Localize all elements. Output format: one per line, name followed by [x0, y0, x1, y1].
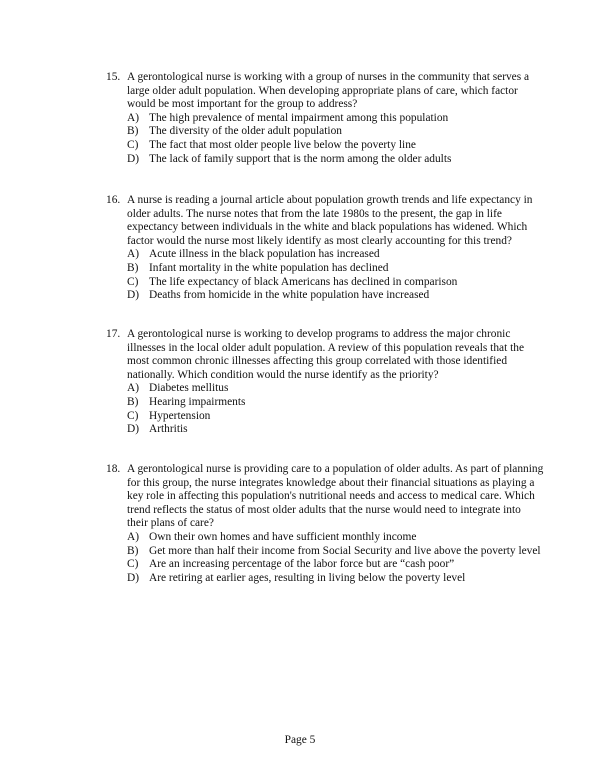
answer-option: [0, 248, 600, 262]
answer-option: [0, 545, 600, 559]
question-stem: [0, 463, 600, 531]
option-text: Own their own homes and have sufficient monthly income: [149, 530, 417, 543]
option-label: D): [127, 289, 140, 302]
page-number: Page 5: [284, 734, 316, 746]
option-label: B): [127, 544, 139, 557]
option-label: B): [127, 125, 139, 138]
answer-option: [0, 139, 600, 153]
option-label: A): [127, 382, 140, 395]
question-number: 15.: [106, 71, 121, 83]
answer-option: [0, 289, 600, 303]
option-text: Diabetes mellitus: [149, 382, 229, 395]
option-label: C): [127, 558, 139, 571]
option-text: The fact that most older people live below the poverty line: [149, 138, 416, 151]
option-label: D): [127, 152, 140, 165]
question-text: A gerontological nurse is providing care to a population of older adults. As part of planning for this group, the nurse integrates knowledge about their financial situations as playing a key role in affecting this population's nutritional needs and access to medical care. Which trend reflects the status of most older adults that the nurse would need to integrate into their plans of care?: [127, 463, 544, 530]
question-stem: [0, 328, 600, 382]
option-text: Hearing impairments: [149, 395, 246, 408]
question-15: [0, 71, 600, 166]
answer-option: [0, 572, 600, 586]
option-text: The lack of family support that is the norm among the older adults: [149, 152, 452, 165]
question-number: 18.: [106, 463, 121, 475]
option-text: Arthritis: [149, 423, 188, 436]
option-label: C): [127, 138, 139, 151]
option-label: A): [127, 248, 140, 261]
answer-option: [0, 423, 600, 437]
answer-option: [0, 262, 600, 276]
question-text: A gerontological nurse is working with a group of nurses in the community that serves a large older adult population. When developing appropriate plans of care, which factor would be most important for the group to address?: [127, 71, 530, 111]
option-text: Hypertension: [149, 409, 211, 422]
question-16: [0, 194, 600, 303]
answer-option: [0, 396, 600, 410]
option-label: C): [127, 275, 139, 288]
option-text: Are retiring at earlier ages, resulting in living below the poverty level: [149, 571, 466, 584]
question-stem: [0, 71, 600, 112]
answer-option: [0, 112, 600, 126]
answer-option: [0, 382, 600, 396]
option-text: Are an increasing percentage of the labor force but are “cash poor”: [149, 558, 455, 571]
answer-option: [0, 153, 600, 167]
option-text: The life expectancy of black Americans has declined in comparison: [149, 275, 458, 288]
question-18: [0, 463, 600, 585]
option-label: D): [127, 423, 140, 436]
option-label: A): [127, 111, 140, 124]
question-stem: [0, 194, 600, 248]
question-17: [0, 328, 600, 437]
answer-option: [0, 125, 600, 139]
answer-option: [0, 276, 600, 290]
option-label: B): [127, 261, 139, 274]
answer-option: [0, 558, 600, 572]
option-text: Deaths from homicide in the white population have increased: [149, 289, 430, 302]
option-label: A): [127, 530, 140, 543]
question-text: A gerontological nurse is working to develop programs to address the major chronic illnesses in the local older adult population. A review of this population reveals that the most common chronic illnesses affecting this group correlated with those identified nationally. Which condition would the nurse identify as the priority?: [127, 328, 525, 381]
option-text: Get more than half their income from Social Security and live above the poverty level: [149, 544, 541, 557]
question-number: 17.: [106, 328, 121, 340]
answer-option: [0, 410, 600, 424]
answer-option: [0, 531, 600, 545]
option-text: The high prevalence of mental impairment among this population: [149, 111, 449, 124]
option-text: Infant mortality in the white population has declined: [149, 261, 389, 274]
question-text: A nurse is reading a journal article about population growth trends and life expectancy in older adults. The nurse notes that from the late 1980s to the present, the gap in life expectancy between individuals in the white and black populations has widened. Which factor would the nurse most likely identify as most clearly accounting for this trend?: [127, 194, 533, 247]
option-label: C): [127, 409, 139, 422]
option-text: The diversity of the older adult population: [149, 125, 342, 138]
question-number: 16.: [106, 194, 121, 206]
option-label: B): [127, 395, 139, 408]
option-label: D): [127, 571, 140, 584]
option-text: Acute illness in the black population has increased: [149, 248, 380, 261]
